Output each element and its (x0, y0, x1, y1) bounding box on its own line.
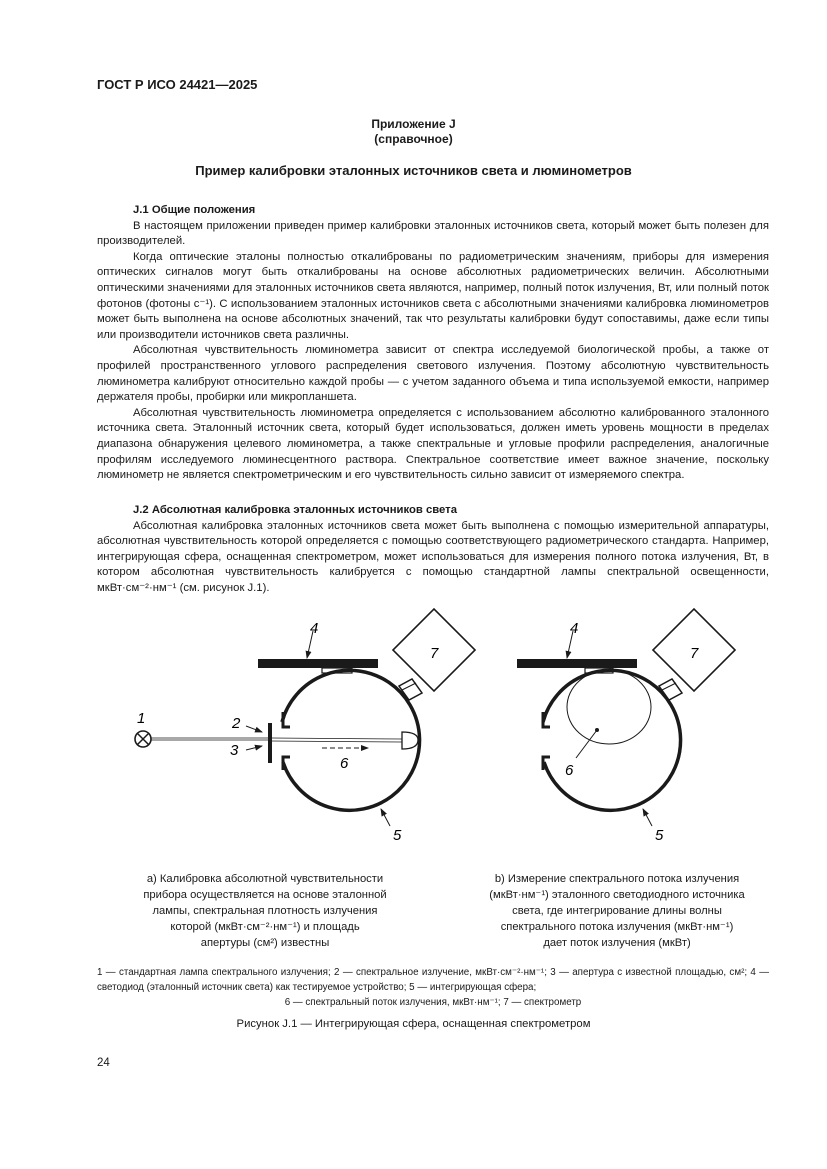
caption-line: апертуры (см²) известны (200, 937, 330, 949)
figure-title: Рисунок J.1 — Интегрирующая сфера, оснащенная спектрометром (236, 1018, 591, 1030)
caption-line: b) Измерение спектрального потока излучения (494, 873, 740, 885)
caption-b (462, 871, 772, 951)
paragraph: В настоящем приложении приведен пример калибровки эталонных источников света, который может быть полезен для производителей. (97, 219, 769, 248)
section-heading: J.2 Абсолютная калибровка эталонных источников света (133, 504, 457, 516)
figure-label: 5 (655, 827, 664, 844)
figure-label: 6 (340, 755, 349, 772)
paragraph: Когда оптические эталоны полностью откалиброваны по радиометрическим значениям, приборы для измерения оптических сигналов могут быть откалиброваны на основе абсолютных радиометрических величин. Абсолютными оптическими значениями для эталонных источников света являются, например, полный поток излучения, Вт, или полный поток фотонов (фотоны с⁻¹). С использованием эталонных источников света с абсолютными значениями калибровка люминометров может быть выполнена на основе абсолютных значений, так что результаты калибровки будут сопоставимы, даже если типы или производители источников света различны. (97, 250, 769, 341)
figure-label: 4 (310, 620, 319, 637)
caption-line: которой (мкВт·см⁻²·нм⁻¹) и площадь (170, 921, 360, 933)
paragraph: Абсолютная чувствительность люминометра определяется с использованием абсолютно калиброванного эталонного источника света. Эталонный источник света, который будет использоваться, должен иметь уровень мощности в пределах диапазона обнаружения целевого люминометра, а также спектральные и угловые профили распределения, аналогичные профилям исследуемого люминесцентного раствора. Спектральное соответствие имеет важное значение, поскольку люминометр не является спектрометрическим и его чувствительность сильно зависит от измеряемого спектра. (97, 406, 769, 482)
figure-label: 1 (137, 710, 146, 727)
caption-line: лампы, спектральная плотность излучения (152, 905, 378, 917)
appendix-heading (0, 117, 827, 147)
main-title: Пример калибровки эталонных источников света и люминометров (195, 163, 632, 178)
caption-line: спектрального потока излучения (мкВт·нм⁻¹) (500, 921, 734, 933)
caption-line: прибора осуществляется на основе эталонной (143, 889, 387, 901)
appendix-title: Приложение J (371, 117, 456, 131)
section-absolute-calibration (97, 503, 769, 597)
caption-line: а) Калибровка абсолютной чувствительности (146, 873, 384, 885)
diagram-b (517, 609, 735, 844)
appendix-subtitle: (справочное) (374, 132, 453, 146)
figure-label: 7 (690, 645, 699, 662)
figure-label: 2 (232, 715, 241, 732)
figure-label: 4 (570, 620, 579, 637)
paragraph: Абсолютная калибровка эталонных источников света может быть выполнена с помощью измерительной аппаратуры, абсолютная чувствительность которой определяется с помощью соответствующего радиометрического стандарта. Например, интегрирующая сфера, оснащенная спектрометром, может использоваться для измерения полного потока излучения, Вт, в котором абсолютная чувствительность калибруется с помощью стандартной лампы спектральной освещенности, мкВт·см⁻²·нм⁻¹ (см. рисунок J.1). (97, 519, 769, 594)
integrating-sphere-b (543, 670, 681, 810)
paragraph: Абсолютная чувствительность люминометра зависит от спектра исследуемой биологической пробы, а также от профилей пространственного углового распределения светового излучения. Поэтому абсолютную чувствительность люминометра калибруют относительно каждой пробы — с учетом заданного объема и типа используемой емкости, например держателя пробы, пробирки или микропланшета. (97, 344, 769, 404)
emission-profile (567, 670, 651, 744)
figure-legend (97, 965, 769, 1010)
legend-text: 1 — стандартная лампа спектрального излучения; 2 — спектральное излучение, мкВт·см⁻²·нм⁻¹; 3 — апертура с известной площадью, см²; 4 — светодиод (эталонный источник света) как тестируемое устройство; 5 — интегрирующая сфера; (97, 967, 769, 993)
figure-label: 3 (230, 742, 239, 759)
caption-line: света, где интегрирование длины волны (512, 905, 722, 917)
integrating-sphere-a (282, 670, 420, 810)
diagram-a (135, 609, 475, 844)
aperture-a (268, 723, 272, 763)
caption-a (120, 871, 410, 951)
page-number: 24 (97, 1057, 110, 1069)
document-header: ГОСТ Р ИСО 24421—2025 (97, 77, 258, 92)
led-plate-a (258, 659, 378, 668)
figure-label: 5 (393, 827, 402, 844)
led-plate-b (517, 659, 637, 668)
figure-label: 6 (565, 762, 574, 779)
caption-line: дает поток излучения (мкВт) (543, 937, 691, 949)
section-general (97, 203, 769, 484)
caption-line: (мкВт·нм⁻¹) эталонного светодиодного источника (489, 889, 745, 901)
section-heading: J.1 Общие положения (133, 204, 256, 216)
legend-text: 6 — спектральный поток излучения, мкВт·нм⁻¹; 7 — спектрометр (284, 997, 582, 1008)
figure-diagram (0, 600, 827, 860)
figure-label: 7 (430, 645, 439, 662)
